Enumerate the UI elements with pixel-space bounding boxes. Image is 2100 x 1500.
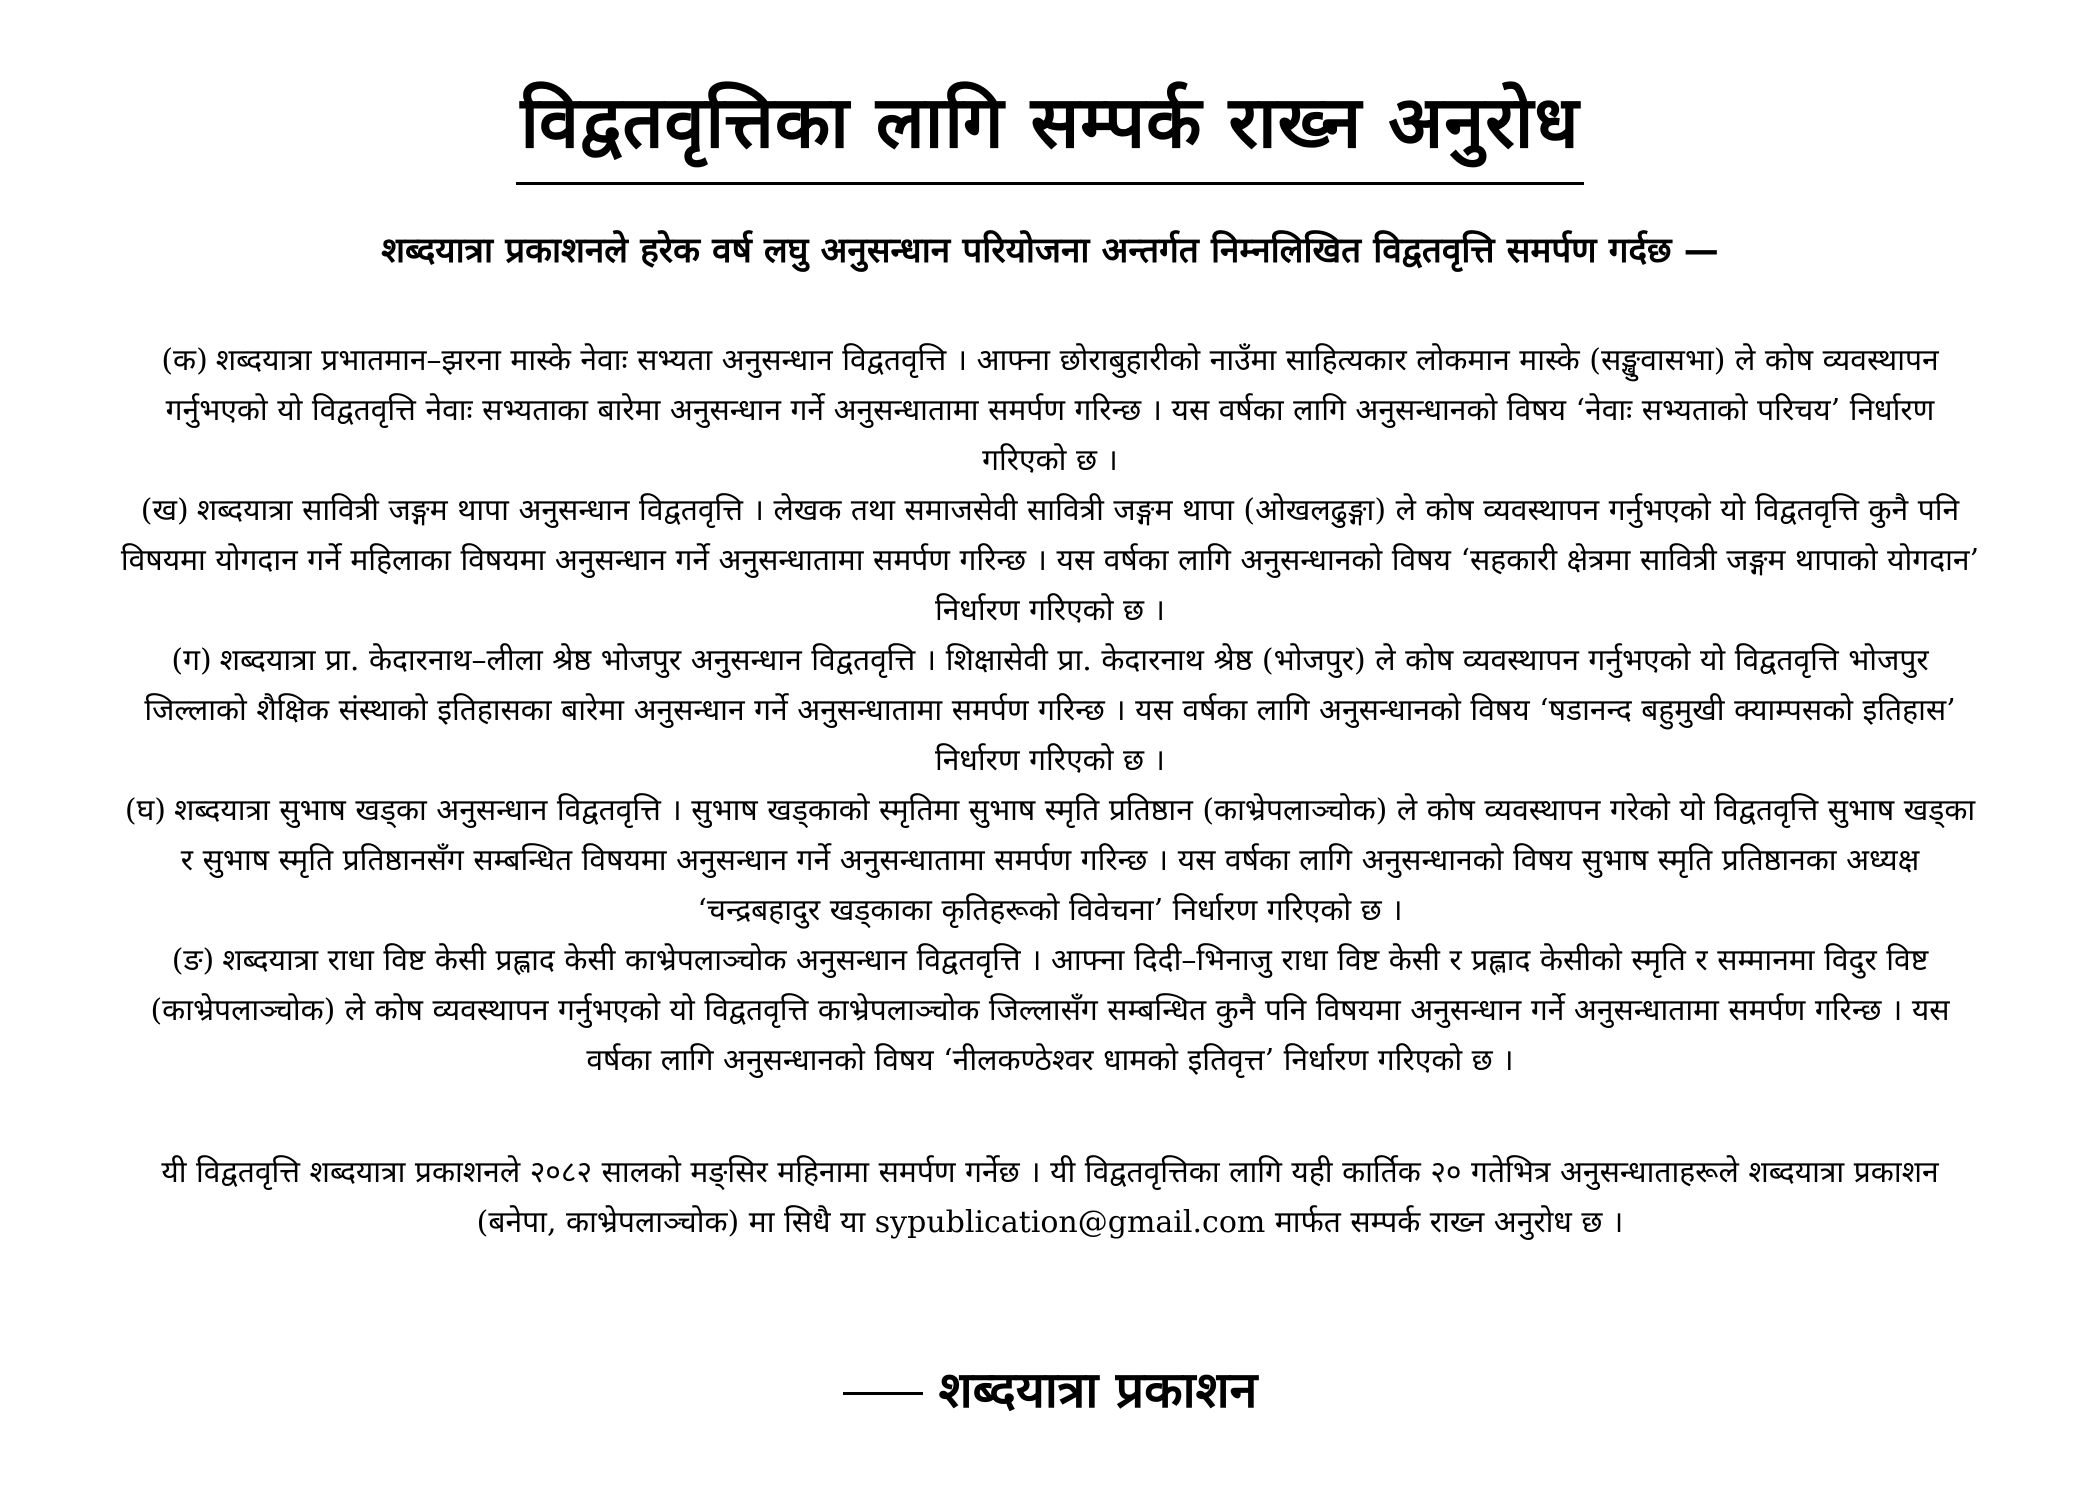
signature-text: शब्दयात्रा प्रकाशन: [938, 1361, 1258, 1419]
notice-text: यी विद्वतवृत्ति शब्दयात्रा प्रकाशनले २०८२ सालको मङ्सिर महिनामा समर्पण गर्नेछ । यी विद्वतवृत्तिका लागि यही कार्तिक २० गतेभित्र अनुसन्धाताहरूले शब्दयात्रा प्रकाशन (बनेपा, काभ्रेपलाञ्चोक) मा सिधै या sypublication@gmail.com मार्फत सम्पर्क राख्न अनुरोध छ ।: [161, 1155, 1939, 1240]
item-label: (घ): [124, 793, 166, 828]
item-label: (क): [161, 343, 208, 378]
title-container: [0, 70, 2100, 185]
item-label: (ख): [140, 493, 189, 528]
item-text: शब्दयात्रा सुभाष खड्का अनुसन्धान विद्वतवृत्ति । सुभाष खड्काको स्मृतिमा सुभाष स्मृति प्रतिष्ठान (काभ्रेपलाञ्चोक) ले कोष व्यवस्थापन गरेको यो विद्वतवृत्ति सुभाष खड्का र सुभाष स्मृति प्रतिष्ठानसँग सम्बन्धित विषयमा अनुसन्धान गर्ने अनुसन्धातामा समर्पण गरिन्छ । यस वर्षका लागि अनुसन्धानको विषय सुभाष स्मृति प्रतिष्ठानका अध्यक्ष ‘चन्द्रबहादुर खड्काका कृतिहरूको विवेचना’ निर्धारण गरिएको छ ।: [174, 793, 1976, 928]
scholarship-list: [120, 336, 1980, 1086]
list-item: [120, 936, 1980, 1086]
item-label: (ङ): [171, 943, 215, 978]
contact-notice: [120, 1148, 1980, 1248]
item-text: शब्दयात्रा प्रा. केदारनाथ–लीला श्रेष्ठ भोजपुर अनुसन्धान विद्वतवृत्ति । शिक्षासेवी प्रा. केदारनाथ श्रेष्ठ (भोजपुर) ले कोष व्यवस्थापन गर्नुभएको यो विद्वतवृत्ति भोजपुर जिल्लाको शैक्षिक संस्थाको इतिहासका बारेमा अनुसन्धान गर्ने अनुसन्धातामा समर्पण गरिन्छ । यस वर्षका लागि अनुसन्धानको विषय ‘षडानन्द बहुमुखी क्याम्पसको इतिहास’ निर्धारण गरिएको छ ।: [144, 643, 1956, 778]
list-item: [120, 636, 1980, 786]
item-text: शब्दयात्रा प्रभातमान–झरना मास्के नेवाः सभ्यता अनुसन्धान विद्वतवृत्ति । आफ्ना छोराबुहारीको नाउँमा साहित्यकार लोकमान मास्के (सङ्खुवासभा) ले कोष व्यवस्थापन गर्नुभएको यो विद्वतवृत्ति नेवाः सभ्यताका बारेमा अनुसन्धान गर्ने अनुसन्धातामा समर्पण गरिन्छ । यस वर्षका लागि अनुसन्धानको विषय ‘नेवाः सभ्यताको परिचय’ निर्धारण गरिएको छ ।: [165, 343, 1939, 478]
item-text: शब्दयात्रा सावित्री जङ्गम थापा अनुसन्धान विद्वतवृत्ति । लेखक तथा समाजसेवी सावित्री जङ्गम थापा (ओखलढुङ्गा) ले कोष व्यवस्थापन गर्नुभएको यो विद्वतवृत्ति कुनै पनि विषयमा योगदान गर्ने महिलाका विषयमा अनुसन्धान गर्ने अनुसन्धातामा समर्पण गरिन्छ । यस वर्षका लागि अनुसन्धानको विषय ‘सहकारी क्षेत्रमा सावित्री जङ्गम थापाको योगदान’ निर्धारण गरिएको छ ।: [120, 493, 1980, 628]
list-item: [120, 486, 1980, 636]
signature-dash: [843, 1392, 923, 1395]
signature: [0, 1350, 2100, 1430]
item-text: शब्दयात्रा राधा विष्ट केसी प्रह्लाद केसी काभ्रेपलाञ्चोक अनुसन्धान विद्वतवृत्ति । आफ्ना दिदी–भिनाजु राधा विष्ट केसी र प्रह्लाद केसीको स्मृति र सम्मानमा विदुर विष्ट (काभ्रेपलाञ्चोक) ले कोष व्यवस्थापन गर्नुभएको यो विद्वतवृत्ति काभ्रेपलाञ्चोक जिल्लासँग सम्बन्धित कुनै पनि विषयमा अनुसन्धान गर्ने अनुसन्धातामा समर्पण गरिन्छ । यस वर्षका लागि अनुसन्धानको विषय ‘नीलकण्ठेश्वर धामको इतिवृत्त’ निर्धारण गरिएको छ ।: [150, 943, 1950, 1078]
subtitle: शब्दयात्रा प्रकाशनले हरेक वर्ष लघु अनुसन्धान परियोजना अन्तर्गत निम्नलिखित विद्वतवृत्ति समर्पण गर्दछ —: [381, 231, 1719, 271]
list-item: [120, 786, 1980, 936]
item-label: (ग): [171, 643, 212, 678]
page-title: विद्वतवृत्तिका लागि सम्पर्क राख्न अनुरोध: [516, 70, 1583, 185]
list-item: [120, 336, 1980, 486]
